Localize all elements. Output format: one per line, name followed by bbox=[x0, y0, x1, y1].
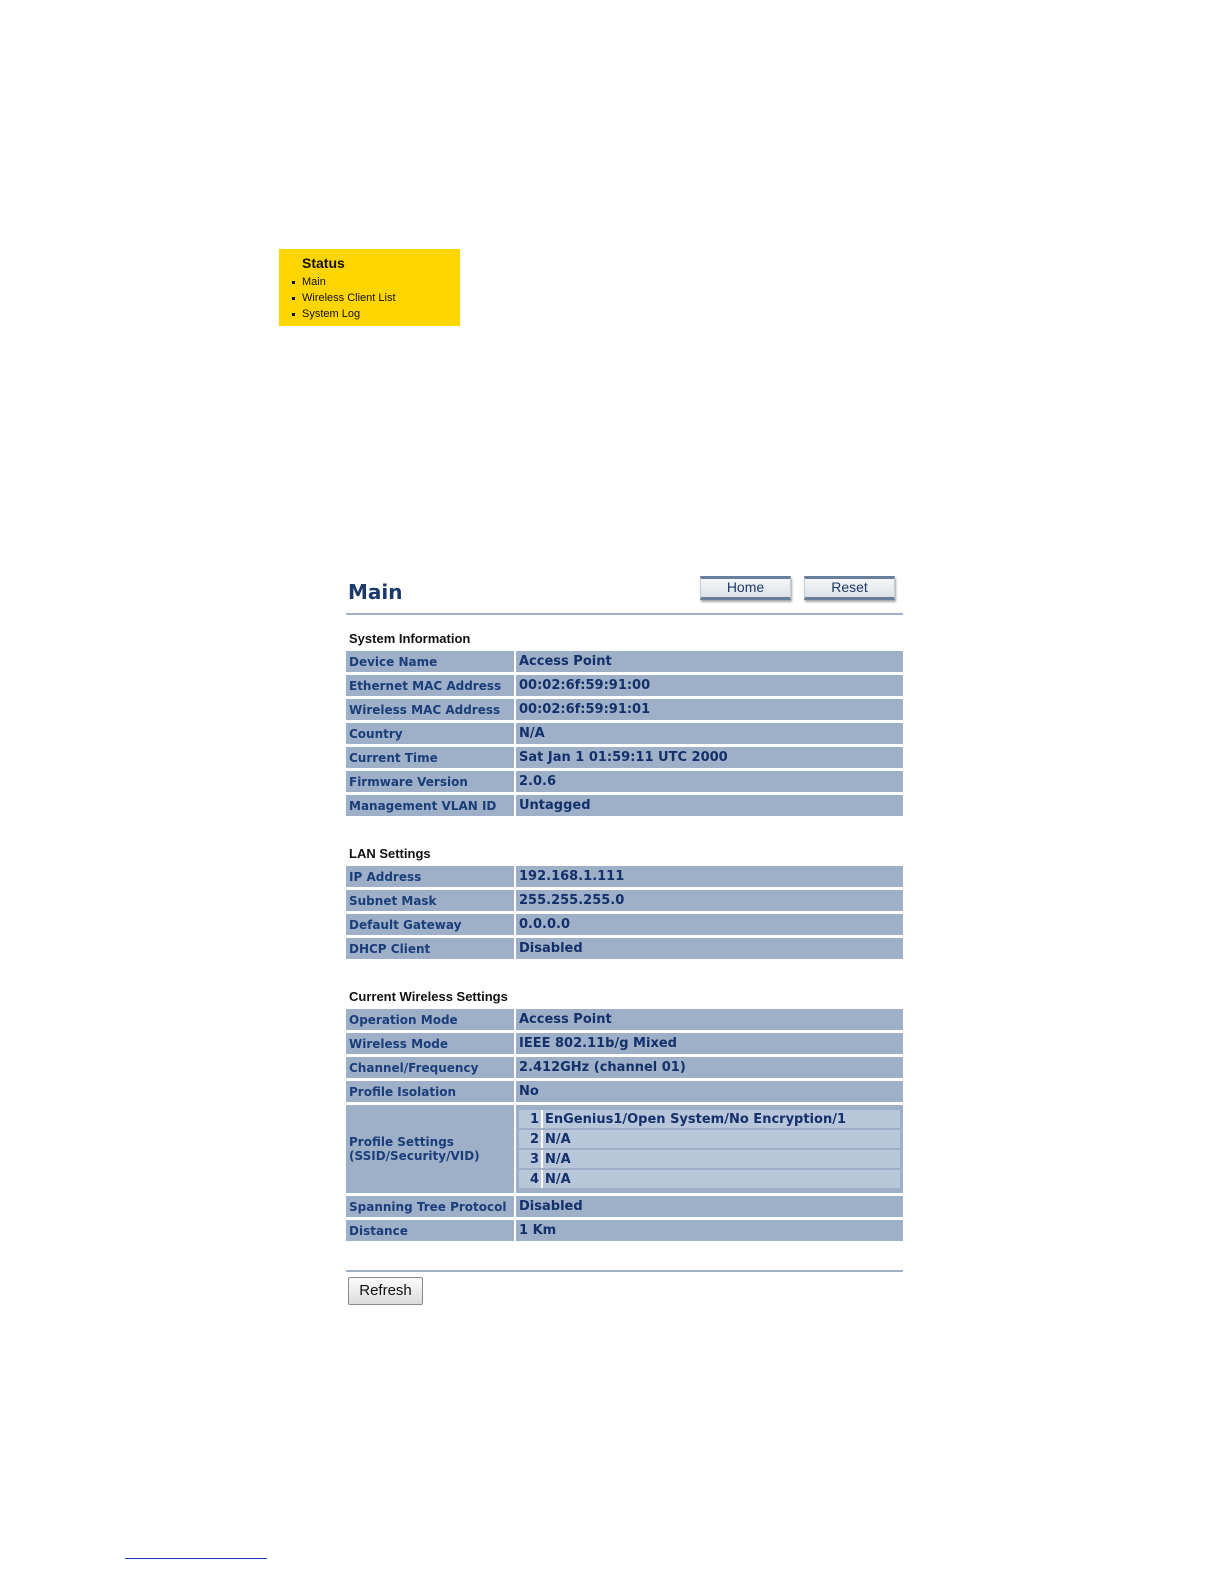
table-row bbox=[346, 771, 903, 792]
status-menu-list bbox=[292, 274, 396, 322]
row-value: 0.0.0.0 bbox=[516, 914, 903, 935]
row-label: Subnet Mask bbox=[346, 890, 516, 911]
section-title-system-information: System Information bbox=[349, 631, 471, 646]
wireless-settings-table bbox=[346, 1006, 903, 1244]
row-label: Channel/Frequency bbox=[346, 1057, 516, 1078]
table-row bbox=[346, 651, 903, 672]
table-row bbox=[346, 890, 903, 911]
status-menu-item-system-log[interactable] bbox=[292, 306, 396, 322]
row-value: 2.0.6 bbox=[516, 771, 903, 792]
row-label: Current Time bbox=[346, 747, 516, 768]
row-value: N/A bbox=[516, 723, 903, 744]
table-row bbox=[346, 1081, 903, 1102]
profiles-table bbox=[519, 1108, 900, 1190]
row-value: 2.412GHz (channel 01) bbox=[516, 1057, 903, 1078]
row-value: Disabled bbox=[516, 1196, 903, 1217]
table-row bbox=[346, 1196, 903, 1217]
row-label: Default Gateway bbox=[346, 914, 516, 935]
profile-number: 3 bbox=[519, 1150, 543, 1168]
row-label: Distance bbox=[346, 1220, 516, 1241]
status-menu-item-label: System Log bbox=[302, 308, 361, 320]
table-row bbox=[346, 795, 903, 816]
profile-row bbox=[519, 1110, 900, 1128]
profile-number: 2 bbox=[519, 1130, 543, 1148]
row-label: Wireless Mode bbox=[346, 1033, 516, 1054]
row-label: DHCP Client bbox=[346, 938, 516, 959]
section-title-lan-settings: LAN Settings bbox=[349, 846, 431, 861]
row-value: 00:02:6f:59:91:00 bbox=[516, 675, 903, 696]
lan-settings-table bbox=[346, 863, 903, 962]
row-label: Spanning Tree Protocol bbox=[346, 1196, 516, 1217]
profile-number: 4 bbox=[519, 1170, 543, 1188]
status-menu-item-wireless-client-list[interactable] bbox=[292, 290, 396, 306]
row-value: Untagged bbox=[516, 795, 903, 816]
table-row-profile-settings bbox=[346, 1105, 903, 1193]
row-label: Profile Isolation bbox=[346, 1081, 516, 1102]
row-value: Access Point bbox=[516, 651, 903, 672]
row-label: Management VLAN ID bbox=[346, 795, 516, 816]
row-value: Disabled bbox=[516, 938, 903, 959]
row-label: Country bbox=[346, 723, 516, 744]
table-row bbox=[346, 938, 903, 959]
row-value: Sat Jan 1 01:59:11 UTC 2000 bbox=[516, 747, 903, 768]
table-row bbox=[346, 914, 903, 935]
section-title-wireless-settings: Current Wireless Settings bbox=[349, 989, 508, 1004]
profile-row bbox=[519, 1130, 900, 1148]
profile-value: N/A bbox=[543, 1130, 900, 1148]
row-value: Access Point bbox=[516, 1009, 903, 1030]
table-row bbox=[346, 699, 903, 720]
row-label: Ethernet MAC Address bbox=[346, 675, 516, 696]
row-value: 192.168.1.111 bbox=[516, 866, 903, 887]
status-menu-title: Status bbox=[302, 255, 345, 271]
bullet-icon bbox=[292, 297, 295, 300]
profile-value: EnGenius1/Open System/No Encryption/1 bbox=[543, 1110, 900, 1128]
row-label: IP Address bbox=[346, 866, 516, 887]
row-value: 00:02:6f:59:91:01 bbox=[516, 699, 903, 720]
table-row bbox=[346, 747, 903, 768]
row-value: 1 Km bbox=[516, 1220, 903, 1241]
status-menu-item-label: Wireless Client List bbox=[302, 292, 396, 304]
header-divider bbox=[346, 613, 903, 615]
table-row bbox=[346, 1220, 903, 1241]
profile-value: N/A bbox=[543, 1150, 900, 1168]
row-label: Operation Mode bbox=[346, 1009, 516, 1030]
row-value: No bbox=[516, 1081, 903, 1102]
table-row bbox=[346, 866, 903, 887]
row-label bbox=[346, 1105, 516, 1193]
bullet-icon bbox=[292, 313, 295, 316]
table-row bbox=[346, 1057, 903, 1078]
table-row bbox=[346, 1009, 903, 1030]
home-button[interactable]: Home bbox=[700, 576, 791, 600]
profile-number: 1 bbox=[519, 1110, 543, 1128]
profile-settings-label: Profile Settings bbox=[349, 1135, 454, 1149]
status-menu-item-main[interactable] bbox=[292, 274, 396, 290]
page-title: Main bbox=[348, 580, 403, 604]
row-value: IEEE 802.11b/g Mixed bbox=[516, 1033, 903, 1054]
profile-settings-value bbox=[516, 1105, 903, 1193]
profile-value: N/A bbox=[543, 1170, 900, 1188]
footer-divider bbox=[346, 1270, 903, 1272]
table-row bbox=[346, 723, 903, 744]
row-value: 255.255.255.0 bbox=[516, 890, 903, 911]
status-menu-item-label: Main bbox=[302, 276, 326, 288]
status-menu bbox=[279, 249, 460, 326]
row-label: Wireless MAC Address bbox=[346, 699, 516, 720]
bullet-icon bbox=[292, 281, 295, 284]
profile-settings-sublabel: (SSID/Security/VID) bbox=[349, 1149, 480, 1163]
reset-button[interactable]: Reset bbox=[804, 576, 895, 600]
row-label: Firmware Version bbox=[346, 771, 516, 792]
system-information-table bbox=[346, 648, 903, 819]
table-row bbox=[346, 1033, 903, 1054]
row-label: Device Name bbox=[346, 651, 516, 672]
refresh-button[interactable]: Refresh bbox=[348, 1277, 423, 1305]
page-footer-rule bbox=[125, 1558, 267, 1559]
profile-row bbox=[519, 1150, 900, 1168]
table-row bbox=[346, 675, 903, 696]
profile-row bbox=[519, 1170, 900, 1188]
